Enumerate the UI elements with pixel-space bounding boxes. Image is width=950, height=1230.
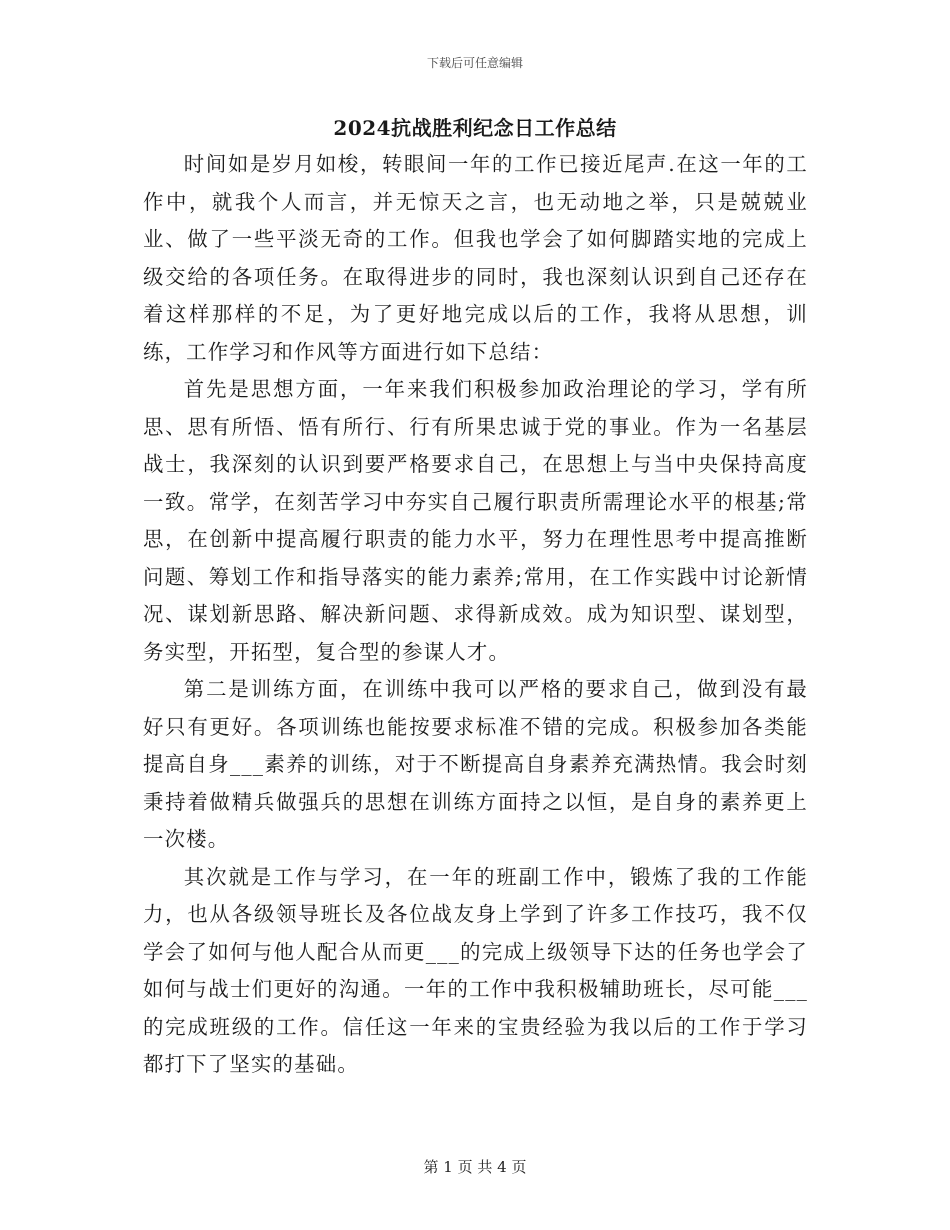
paragraph-intro: 时间如是岁月如梭，转眼间一年的工作已接近尾声.在这一年的工作中，就我个人而言，并无惊天之言，也无动地之举，只是兢兢业业、做了一些平淡无奇的工作。但我也学会了如何脚踏实地的完成上级交给的各项任务。在取得进步的同时，我也深刻认识到自己还存在着这样那样的不足，为了更好地完成以后的工作，我将从思想，训练，工作学习和作风等方面进行如下总结： bbox=[143, 152, 808, 364]
paragraph-training: 第二是训练方面，在训练中我可以严格的要求自己，做到没有最好只有更好。各项训练也能按要求标准不错的完成。积极参加各类能提高自身___素养的训练，对于不断提高自身素养充满热情。我会时刻秉持着做精兵做强兵的思想在训练方面持之以恒，是自身的素养更上一次楼。 bbox=[143, 677, 808, 851]
document-body bbox=[143, 146, 808, 1084]
paragraph-work-study: 其次就是工作与学习，在一年的班副工作中，锻炼了我的工作能力，也从各级领导班长及各位战友身上学到了许多工作技巧，我不仅学会了如何与他人配合从而更___的完成上级领导下达的任务也学会了如何与战士们更好的沟通。一年的工作中我积极辅助班长，尽可能___的完成班级的工作。信任这一年来的宝贵经验为我以后的工作于学习都打下了坚实的基础。 bbox=[143, 864, 808, 1076]
document-title: 2024抗战胜利纪念日工作总结 bbox=[333, 116, 617, 140]
page-number-footer: 第 1 页 共 4 页 bbox=[423, 1158, 527, 1176]
header-note: 下载后可任意编辑 bbox=[426, 56, 523, 70]
paragraph-thought: 首先是思想方面，一年来我们积极参加政治理论的学习，学有所思、思有所悟、悟有所行、行有所果忠诚于党的事业。作为一名基层战士，我深刻的认识到要严格要求自己，在思想上与当中央保持高度一致。常学，在刻苦学习中夯实自己履行职责所需理论水平的根基;常思，在创新中提高履行职责的能力水平，努力在理性思考中提高推断问题、筹划工作和指导落实的能力素养;常用，在工作实践中讨论新情况、谋划新思路、解决新问题、求得新成效。成为知识型、谋划型，务实型，开拓型，复合型的参谋人才。 bbox=[143, 377, 808, 664]
